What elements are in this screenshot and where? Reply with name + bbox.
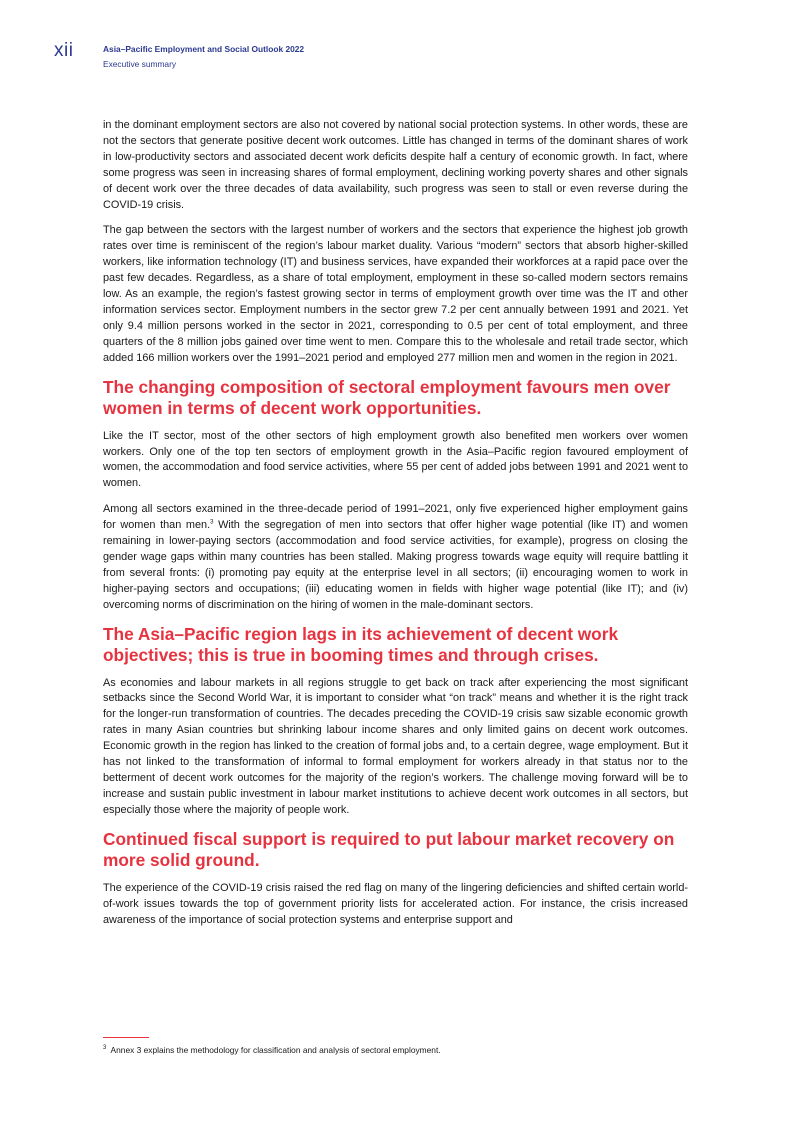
paragraph-4-start: Among all sectors examined in the three-decade period of 1991–2021, only five experienced higher employment gains for women than men. <box>103 503 688 532</box>
section-heading-2: The Asia–Pacific region lags in its achievement of decent work objectives; this is true in booming times and through crises. <box>103 623 619 666</box>
publication-title: Asia–Pacific Employment and Social Outlook 2022 <box>103 44 305 54</box>
main-content <box>103 118 688 938</box>
footnote <box>103 1045 441 1055</box>
section-heading-3: Continued fiscal support is required to put labour market recovery on more solid ground. <box>103 828 675 871</box>
footnote-reference[interactable]: 3 <box>210 519 214 526</box>
paragraph-2: The gap between the sectors with the largest number of workers and the sectors that experience the highest job growth rates over time is reminiscent of the region’s labour market duality. Various “modern” sectors that absorb higher-skilled workers, like information technology (IT) and business services, have expanded their workforces at a rapid pace over the past few decades. Regardless, as a share of total employment, employment in these so-called modern sectors remains low. As an example, the region’s fastest growing sector in terms of employment growth over time was the IT and other information services sector. Employment numbers in the sector grew 7.2 per cent annually between 1991 and 2021. Yet only 9.4 million persons worked in the sector in 2021, corresponding to 0.5 per cent of total employment, and three quarters of the 8 million jobs gained over time went to men. Compare this to the wholesale and retail trade sector, which added 166 million workers over the 1991–2021 period and employed 277 million men and women in the region in 2021. <box>103 224 688 364</box>
paragraph-4 <box>103 502 688 613</box>
paragraph-3: Like the IT sector, most of the other sectors of high employment growth also benefited men workers over women workers. Only one of the top ten sectors of employment growth in the Asia–Pacific region favoured employment of women, the accommodation and food service activities, where 55 per cent of added jobs between 1991 and 2021 went to women. <box>103 429 688 490</box>
paragraph-4-end: With the segregation of men into sectors that offer higher wage potential (like IT) and women remaining in lower-paying sectors (accommodation and food service activities, for example), progress on closing the gender wage gaps within many countries has been stalled. Making progress towards wage equity will require battling it from several fronts: (i) promoting pay equity at the enterprise level in all sectors; (ii) encouraging women to work in higher-paying sectors and occupations; (iii) educating women in fields with higher wage potential (like IT); and (iv) overcoming norms of discrimination on the hiring of women in the male-dominant sectors. <box>103 519 688 611</box>
footnote-text: Annex 3 explains the methodology for classification and analysis of sectoral employment. <box>110 1045 441 1055</box>
paragraph-6: The experience of the COVID-19 crisis raised the red flag on many of the lingering deficiencies and shifted certain world-of-work issues towards the top of government priority lists for accelerated action. For instance, the crisis increased awareness of the importance of social protection systems and enterprise support and <box>103 881 688 926</box>
paragraph-5: As economies and labour markets in all regions struggle to get back on track after experiencing the most significant setbacks since the Second World War, it is important to consider what “on track” means and whether it is the right track for the longer-run transformation of countries. The decades preceding the COVID-19 crisis saw sizable economic growth rates in many Asian countries but shrinking labour income shares and only limited gains on decent work outcomes. Economic growth in the region has linked to the creation of formal jobs and, to a certain degree, wage employment. But it has not linked to the transformation of informal to formal employment for workers already in that status nor to the betterment of decent work outcomes for the majority of the region’s workers. The challenge moving forward will be to increase and sustain public investment in labour market institutions to achieve decent work outcomes in all sectors, but especially those where the majority of people work. <box>103 676 688 816</box>
paragraph-1: in the dominant employment sectors are also not covered by national social protection systems. In other words, these are not the sectors that generate positive decent work outcomes. Little has changed in terms of the dominant shares of work in low-productivity sectors and associated decent work deficits despite half a century of economic growth. In fact, where some progress was seen in increasing shares of formal employment, declining working poverty shares and other signals of decent work over the three decades of data availability, such progress was seen to stall or even reverse during the COVID-19 crisis. <box>103 119 688 211</box>
page-number: xii <box>54 40 74 61</box>
section-heading-1: The changing composition of sectoral employment favours men over women in terms of decent work opportunities. <box>103 376 671 419</box>
footnote-divider <box>103 1037 149 1038</box>
section-label: Executive summary <box>103 59 177 69</box>
footnote-number: 3 <box>103 1045 107 1052</box>
